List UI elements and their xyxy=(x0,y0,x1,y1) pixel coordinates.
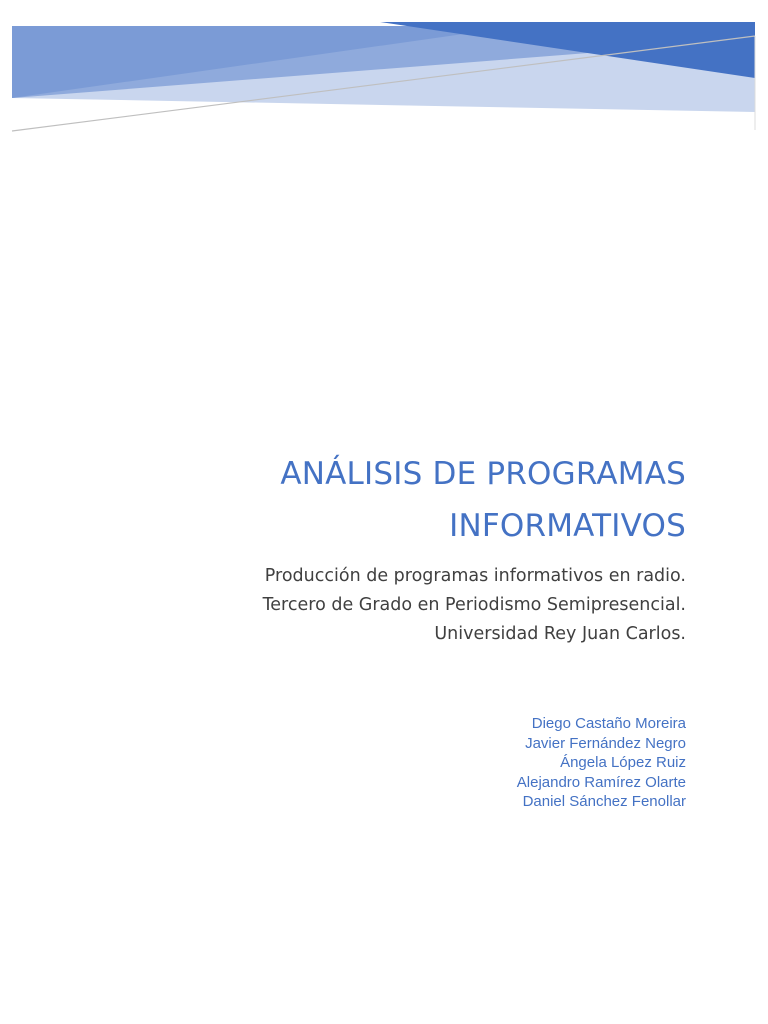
author-name: Daniel Sánchez Fenollar xyxy=(522,793,686,810)
author-list xyxy=(286,714,686,812)
author-name: Ángela López Ruiz xyxy=(560,754,686,771)
document-subtitle xyxy=(86,562,686,649)
document-title xyxy=(126,448,686,552)
author-name: Alejandro Ramírez Olarte xyxy=(516,773,686,791)
title-line-1: ANÁLISIS DE PROGRAMAS xyxy=(280,456,686,492)
header-banner xyxy=(0,0,768,140)
subtitle-line-2: Tercero de Grado en Periodismo Semipresencial. xyxy=(262,595,686,615)
title-line-2: INFORMATIVOS xyxy=(449,508,686,544)
subtitle-line-3: Universidad Rey Juan Carlos. xyxy=(434,624,686,644)
author-name: Diego Castaño Moreira xyxy=(531,715,686,732)
subtitle-line-1: Producción de programas informativos en radio. xyxy=(264,566,686,586)
author-name: Javier Fernández Negro xyxy=(525,734,686,752)
